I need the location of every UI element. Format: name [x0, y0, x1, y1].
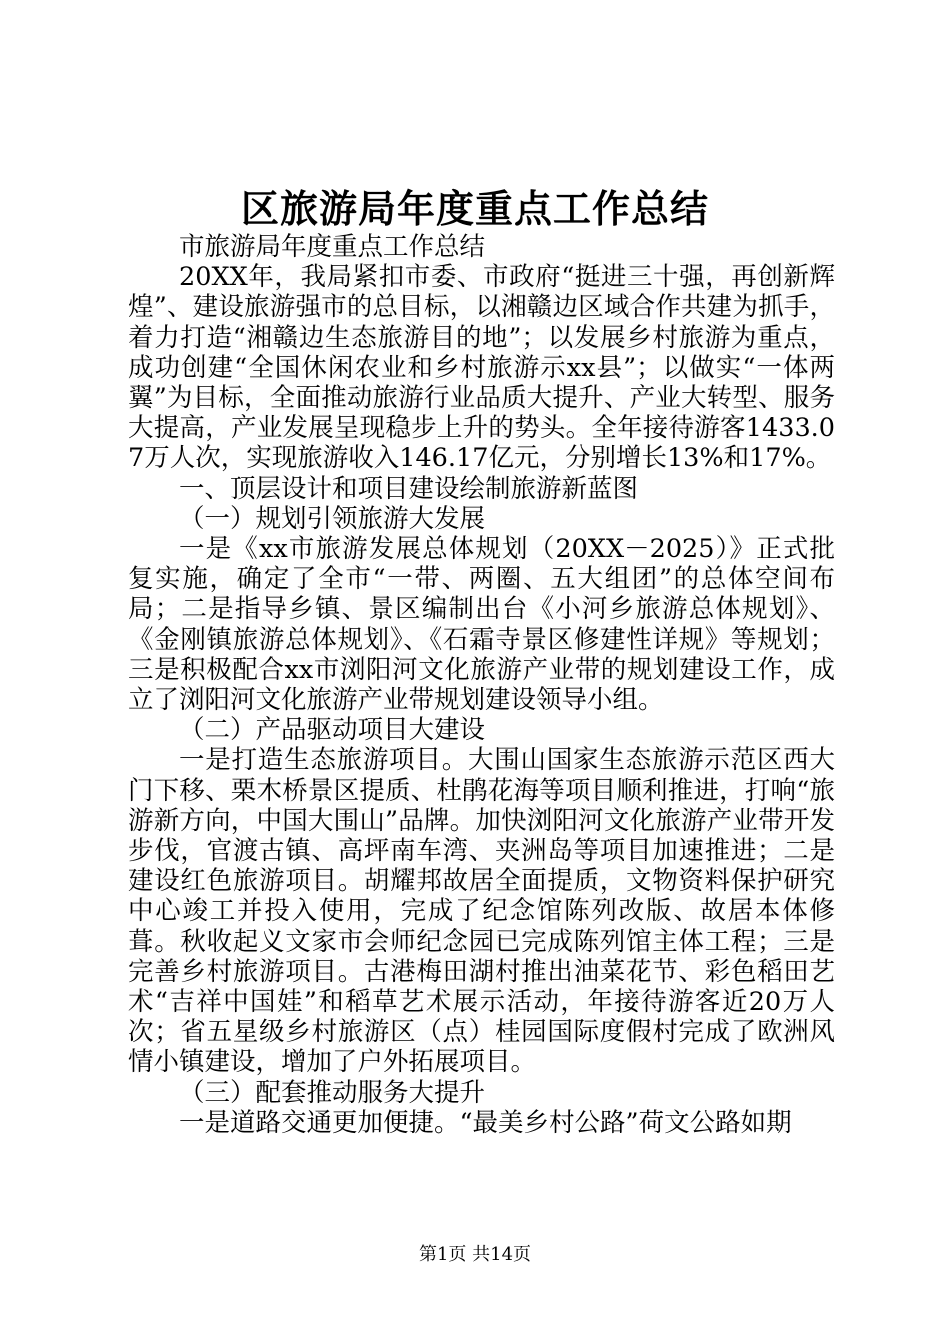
paragraph-services: 一是道路交通更加便捷。“最美乡村公路”荷文公路如期	[179, 1107, 792, 1138]
document-title: 区旅游局年度重点工作总结	[240, 186, 709, 231]
paragraph-projects: 一是打造生态旅游项目。大围山国家生态旅游示范区西大门下移、栗木桥景区提质、杜鹃花海等项目顺利推进，打响“旅游新方向，中国大围山”品牌。加快浏阳河文化旅游产业带开发步伐，官渡古镇、高坪南车湾、夹洲岛等项目加速推进；二是建设红色旅游项目。胡耀邦故居全面提质，文物资料保护研究中心竣工并投入使用，完成了纪念馆陈列改版、故居本体修葺。秋收起义文家市会师纪念园已完成陈列馆主体工程；三是完善乡村旅游项目。古港梅田湖村推出油菜花节、彩色稻田艺术“吉祥中国娃”和稻草艺术展示活动，年接待游客近20万人次；省五星级乡村旅游区（点）桂园国际度假村完成了欧洲风情小镇建设，增加了户外拓展项目。	[128, 745, 835, 1078]
subsection-heading-3: （三）配套推动服务大提升	[179, 1077, 486, 1108]
section-heading-1: 一、顶层设计和项目建设绘制旅游新蓝图	[179, 473, 639, 504]
subsection-heading-1: （一）规划引领旅游大发展	[179, 503, 486, 534]
subsection-heading-2: （二）产品驱动项目大建设	[179, 715, 486, 746]
document-body	[128, 232, 835, 1138]
paragraph-planning: 一是《xx市旅游发展总体规划（20XX－2025）》正式批复实施，确定了全市“一带、两圈、五大组团”的总体空间布局；二是指导乡镇、景区编制出台《小河乡旅游总体规划》、《金刚镇旅游总体规划》、《石霜寺景区修建性详规》等规划；三是积极配合xx市浏阳河文化旅游产业带的规划建设工作，成立了浏阳河文化旅游产业带规划建设领导小组。	[128, 534, 835, 716]
page-footer: 第1页 共14页	[418, 1244, 532, 1265]
paragraph-overview: 20XX年，我局紧扣市委、市政府“挺进三十强，再创新辉煌”、建设旅游强市的总目标，以湘赣边区域合作共建为抓手，着力打造“湘赣边生态旅游目的地”；以发展乡村旅游为重点，成功创建“全国休闲农业和乡村旅游示xx县”；以做实“一体两翼”为目标，全面推动旅游行业品质大提升、产业大转型、服务大提高，产业发展呈现稳步上升的势头。全年接待游客1433.07万人次，实现旅游收入146.17亿元，分别增长13%和17%。	[128, 262, 835, 474]
paragraph-subtitle: 市旅游局年度重点工作总结	[179, 232, 486, 262]
